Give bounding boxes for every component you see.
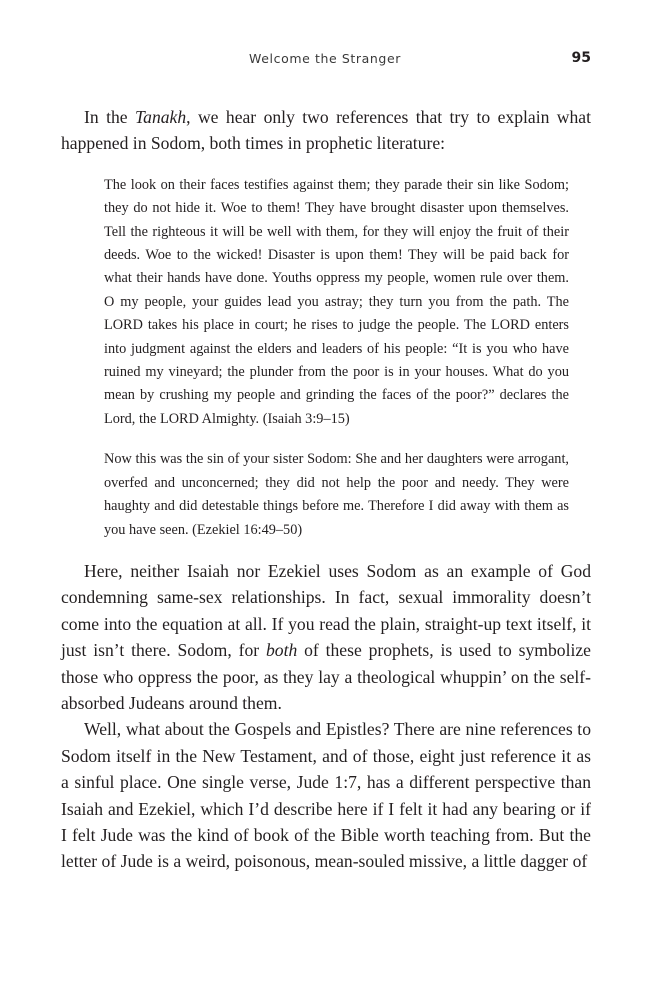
block-quote-isaiah: The look on their faces testifies against them; they parade their sin like Sodom; they do not hide it. Woe to them! They have brought disaster upon themselves. Tell the righteous it will be well with them, for they will enjoy the fruit of their deeds. Woe to the wicked! Disaster is upon them! They will be paid back for what their hands have done. Youths oppress my people, women rule over them. O my people, your guides lead you astray; they turn you from the path. The LORD takes his place in court; he rises to judge the people. The LORD enters into judgment against the elders and leaders of his people: “It is you who have ruined my vineyard; the plunder from the poor is in your houses. What do you mean by crushing my people and grinding the faces of the poor?” declares the Lord, the LORD Almighty. (Isaiah 3:9–15) [104,176,569,427]
here-text-before: Here, neither Isaiah nor Ezekiel uses Sodom as an example of God condemning same-sex relationships. In fact, sexual immorality doesn’t come into the equation at all. If you read the plain, straight-up text itself, it just isn’t there. Sodom, for [61,560,591,661]
intro-italic-term: Tanakh [134,107,187,127]
here-italic-term: both [265,640,298,661]
page-number: 95 [571,50,591,66]
paragraph-gospels: Well, what about the Gospels and Epistles? There are nine references to Sodom itself in the New Testament, and of those, eight just reference it as a sinful place. One single verse, Jude 1:7, has a different perspective than Isaiah and Ezekiel, which I’d describe here if I felt it had any bearing or if I felt Jude was the kind of book of the Bible worth teaching from. But the letter of Jude is a weird, poisonous, mean-souled missive, a little dagger of [61,719,591,872]
running-head [0,50,650,70]
body-text [61,104,591,875]
block-quote-ezekiel: Now this was the sin of your sister Sodom: She and her daughters were arrogant, overfed and unconcerned; they did not help the poor and needy. They were haughty and did detestable things before me. Therefore I did away with them as you have seen. (Ezekiel 16:49–50) [104,451,569,538]
intro-paragraph [61,104,591,157]
running-title: Welcome the Stranger [249,51,401,66]
intro-text-before: In the [84,107,135,127]
paragraph-here [61,558,591,716]
intro-text-after: , we hear only two references that try to explain what happened in Sodom, both times in prophetic literature: [61,107,591,154]
here-text-after: of these prophets, is used to symbolize those who oppress the poor, as they lay a theological whuppin’ on the self-absorbed Judeans around them. [61,640,591,713]
